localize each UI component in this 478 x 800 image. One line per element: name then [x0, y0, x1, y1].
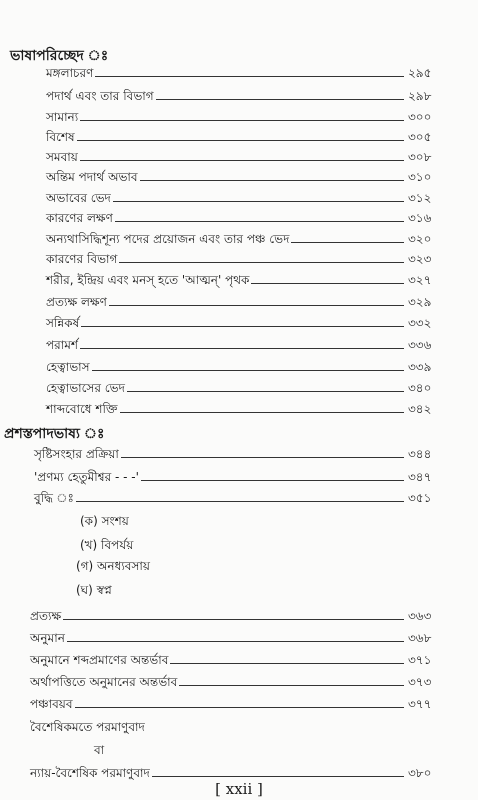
entry-label: মঙ্গলাচরণ [46, 66, 94, 80]
entry-label: অর্থাপত্তিতে অনুমানের অন্তর্ভাব [30, 675, 178, 689]
entry-page: ৩১২ [408, 191, 432, 205]
leader-line [251, 283, 404, 284]
leader-line [113, 201, 404, 202]
leader-line [141, 480, 404, 481]
entry-label: অভাবের ভেদ [46, 191, 111, 205]
toc-entry [30, 675, 456, 690]
leader-line [121, 457, 404, 458]
leader-line [179, 685, 404, 686]
entry-page: ৩৭১ [408, 653, 432, 667]
toc-entry [46, 211, 456, 226]
entry-label: শরীর, ইন্দ্রিয় এবং মনস্ হতে 'আত্মন্' পৃথক [46, 273, 250, 287]
toc-entry [30, 766, 456, 781]
leader-line [291, 242, 404, 243]
entry-page: ৩০০ [408, 110, 432, 124]
leader-line [67, 641, 404, 642]
sub-item: (গ) অনধ্যবসায় [76, 559, 150, 573]
toc-entry [46, 191, 456, 206]
leader-line [81, 326, 404, 327]
leader-line [80, 120, 404, 121]
entry-label: হেত্বাভাসের ভেদ [46, 381, 125, 395]
entry-page: ৩২৩ [408, 252, 432, 266]
toc-entry [46, 316, 456, 331]
entry-label: বুদ্ধি ঃ [34, 491, 74, 505]
leader-line [75, 707, 404, 708]
entry-page: ৩৪০ [408, 381, 432, 395]
entry-label-or: বা [94, 743, 105, 757]
entry-label: প্রত্যক্ষ [30, 609, 62, 623]
toc-entry [46, 402, 456, 417]
leader-line [80, 348, 404, 349]
leader-line [115, 221, 404, 222]
page-number-footer: [ xxii ] [215, 780, 263, 798]
entry-page: ৩৫১ [408, 491, 432, 505]
entry-page: ৩৪২ [408, 402, 432, 416]
entry-page: ৩৪৪ [408, 447, 432, 461]
entry-label: সৃষ্টিসংহার প্রক্রিয়া [34, 447, 119, 461]
leader-line [80, 160, 404, 161]
entry-label: শাব্দবোধে শক্তি [46, 402, 118, 416]
toc-entry [46, 66, 456, 81]
entry-page: ৩২৯ [408, 295, 432, 309]
entry-label: বিশেষ [46, 130, 75, 144]
toc-entry [30, 653, 456, 668]
leader-line [92, 370, 404, 371]
toc-entry [46, 232, 456, 247]
entry-page: ৩৬৩ [408, 609, 432, 623]
toc-entry [46, 170, 456, 185]
entry-page: ৩৮০ [408, 766, 432, 780]
leader-line [95, 76, 404, 77]
entry-label: সামান্য [46, 110, 79, 124]
entry-label: 'প্রণম্য হেতুমীশ্বর - - -' [34, 470, 139, 484]
toc-entry [46, 338, 456, 353]
entry-label: পদার্থ এবং তার বিভাগ [46, 89, 154, 103]
toc-entry [30, 697, 456, 712]
entry-page: ৩০৮ [408, 150, 432, 164]
leader-line [127, 391, 404, 392]
entry-label: পঞ্চাবয়ব [30, 697, 73, 711]
toc-entry [30, 609, 456, 624]
toc-entry [46, 360, 456, 375]
entry-label: হেত্বাভাস [46, 360, 90, 374]
leader-line [119, 262, 404, 263]
leader-line [120, 412, 404, 413]
toc-entry [46, 273, 456, 288]
leader-line [156, 99, 404, 100]
entry-label: অন্তিম পদার্থ অভাব [46, 170, 138, 184]
entry-label: অন্যথাসিদ্ধিশূন্য পদের প্রয়োজন এবং তার পঞ্চ ভেদ [46, 232, 290, 246]
entry-page: ৩৪৭ [408, 470, 432, 484]
entry-page: ৩১০ [408, 170, 432, 184]
entry-label: কারণের বিভাগ [46, 252, 118, 266]
toc-entry [46, 110, 456, 125]
entry-page: ৩০৫ [408, 130, 432, 144]
section-heading-prashastapadabhashya: প্রশস্তপাদভাষ্য ঃ [4, 426, 105, 442]
leader-line [63, 619, 404, 620]
entry-page: ৩৩৬ [408, 338, 432, 352]
toc-entry [34, 491, 456, 506]
entry-page: ৩২৭ [408, 273, 432, 287]
toc-entry [34, 470, 456, 485]
leader-line [77, 140, 404, 141]
toc-entry [34, 447, 456, 462]
entry-page: ৩৭৩ [408, 675, 432, 689]
entry-page: ৩৭৭ [408, 697, 432, 711]
toc-entry [46, 252, 456, 267]
sub-item: (ঘ) স্বপ্ন [76, 583, 112, 597]
sub-item: (ক) সংশয় [80, 514, 129, 528]
toc-entry [46, 295, 456, 310]
entry-label: প্রত্যক্ষ লক্ষণ [46, 295, 107, 309]
section-heading-bhashapariched: ভাষাপরিচ্ছেদ ঃ [10, 48, 109, 64]
leader-line [109, 305, 404, 306]
entry-label: পরামর্শ [46, 338, 78, 352]
entry-page: ২৯৮ [408, 89, 432, 103]
sub-item: (খ) বিপর্যয় [80, 538, 134, 552]
entry-label: ন্যায়-বৈশেষিক পরমাণুবাদ [30, 766, 150, 780]
entry-label: সমবায় [46, 150, 78, 164]
entry-label: সন্নিকর্ষ [46, 316, 80, 330]
entry-label: অনুমান [30, 631, 65, 645]
toc-entry [46, 381, 456, 396]
toc-entry [46, 89, 456, 104]
leader-line [76, 501, 404, 502]
toc-entry [30, 631, 456, 646]
entry-page: ৩২০ [408, 232, 432, 246]
entry-label: কারণের লক্ষণ [46, 211, 113, 225]
leader-line [170, 663, 404, 664]
toc-entry [46, 150, 456, 165]
entry-page: ৩৩২ [408, 316, 432, 330]
entry-label-line1: বৈশেষিকমতে পরমাণুবাদ [30, 720, 145, 734]
toc-entry [46, 130, 456, 145]
entry-page: ৩৩৯ [408, 360, 432, 374]
entry-page: ২৯৫ [408, 66, 432, 80]
leader-line [152, 776, 404, 777]
entry-page: ৩৬৮ [408, 631, 432, 645]
entry-label: অনুমানে শব্দপ্রমাণের অন্তর্ভাব [30, 653, 169, 667]
leader-line [140, 180, 404, 181]
entry-page: ৩১৬ [408, 211, 432, 225]
